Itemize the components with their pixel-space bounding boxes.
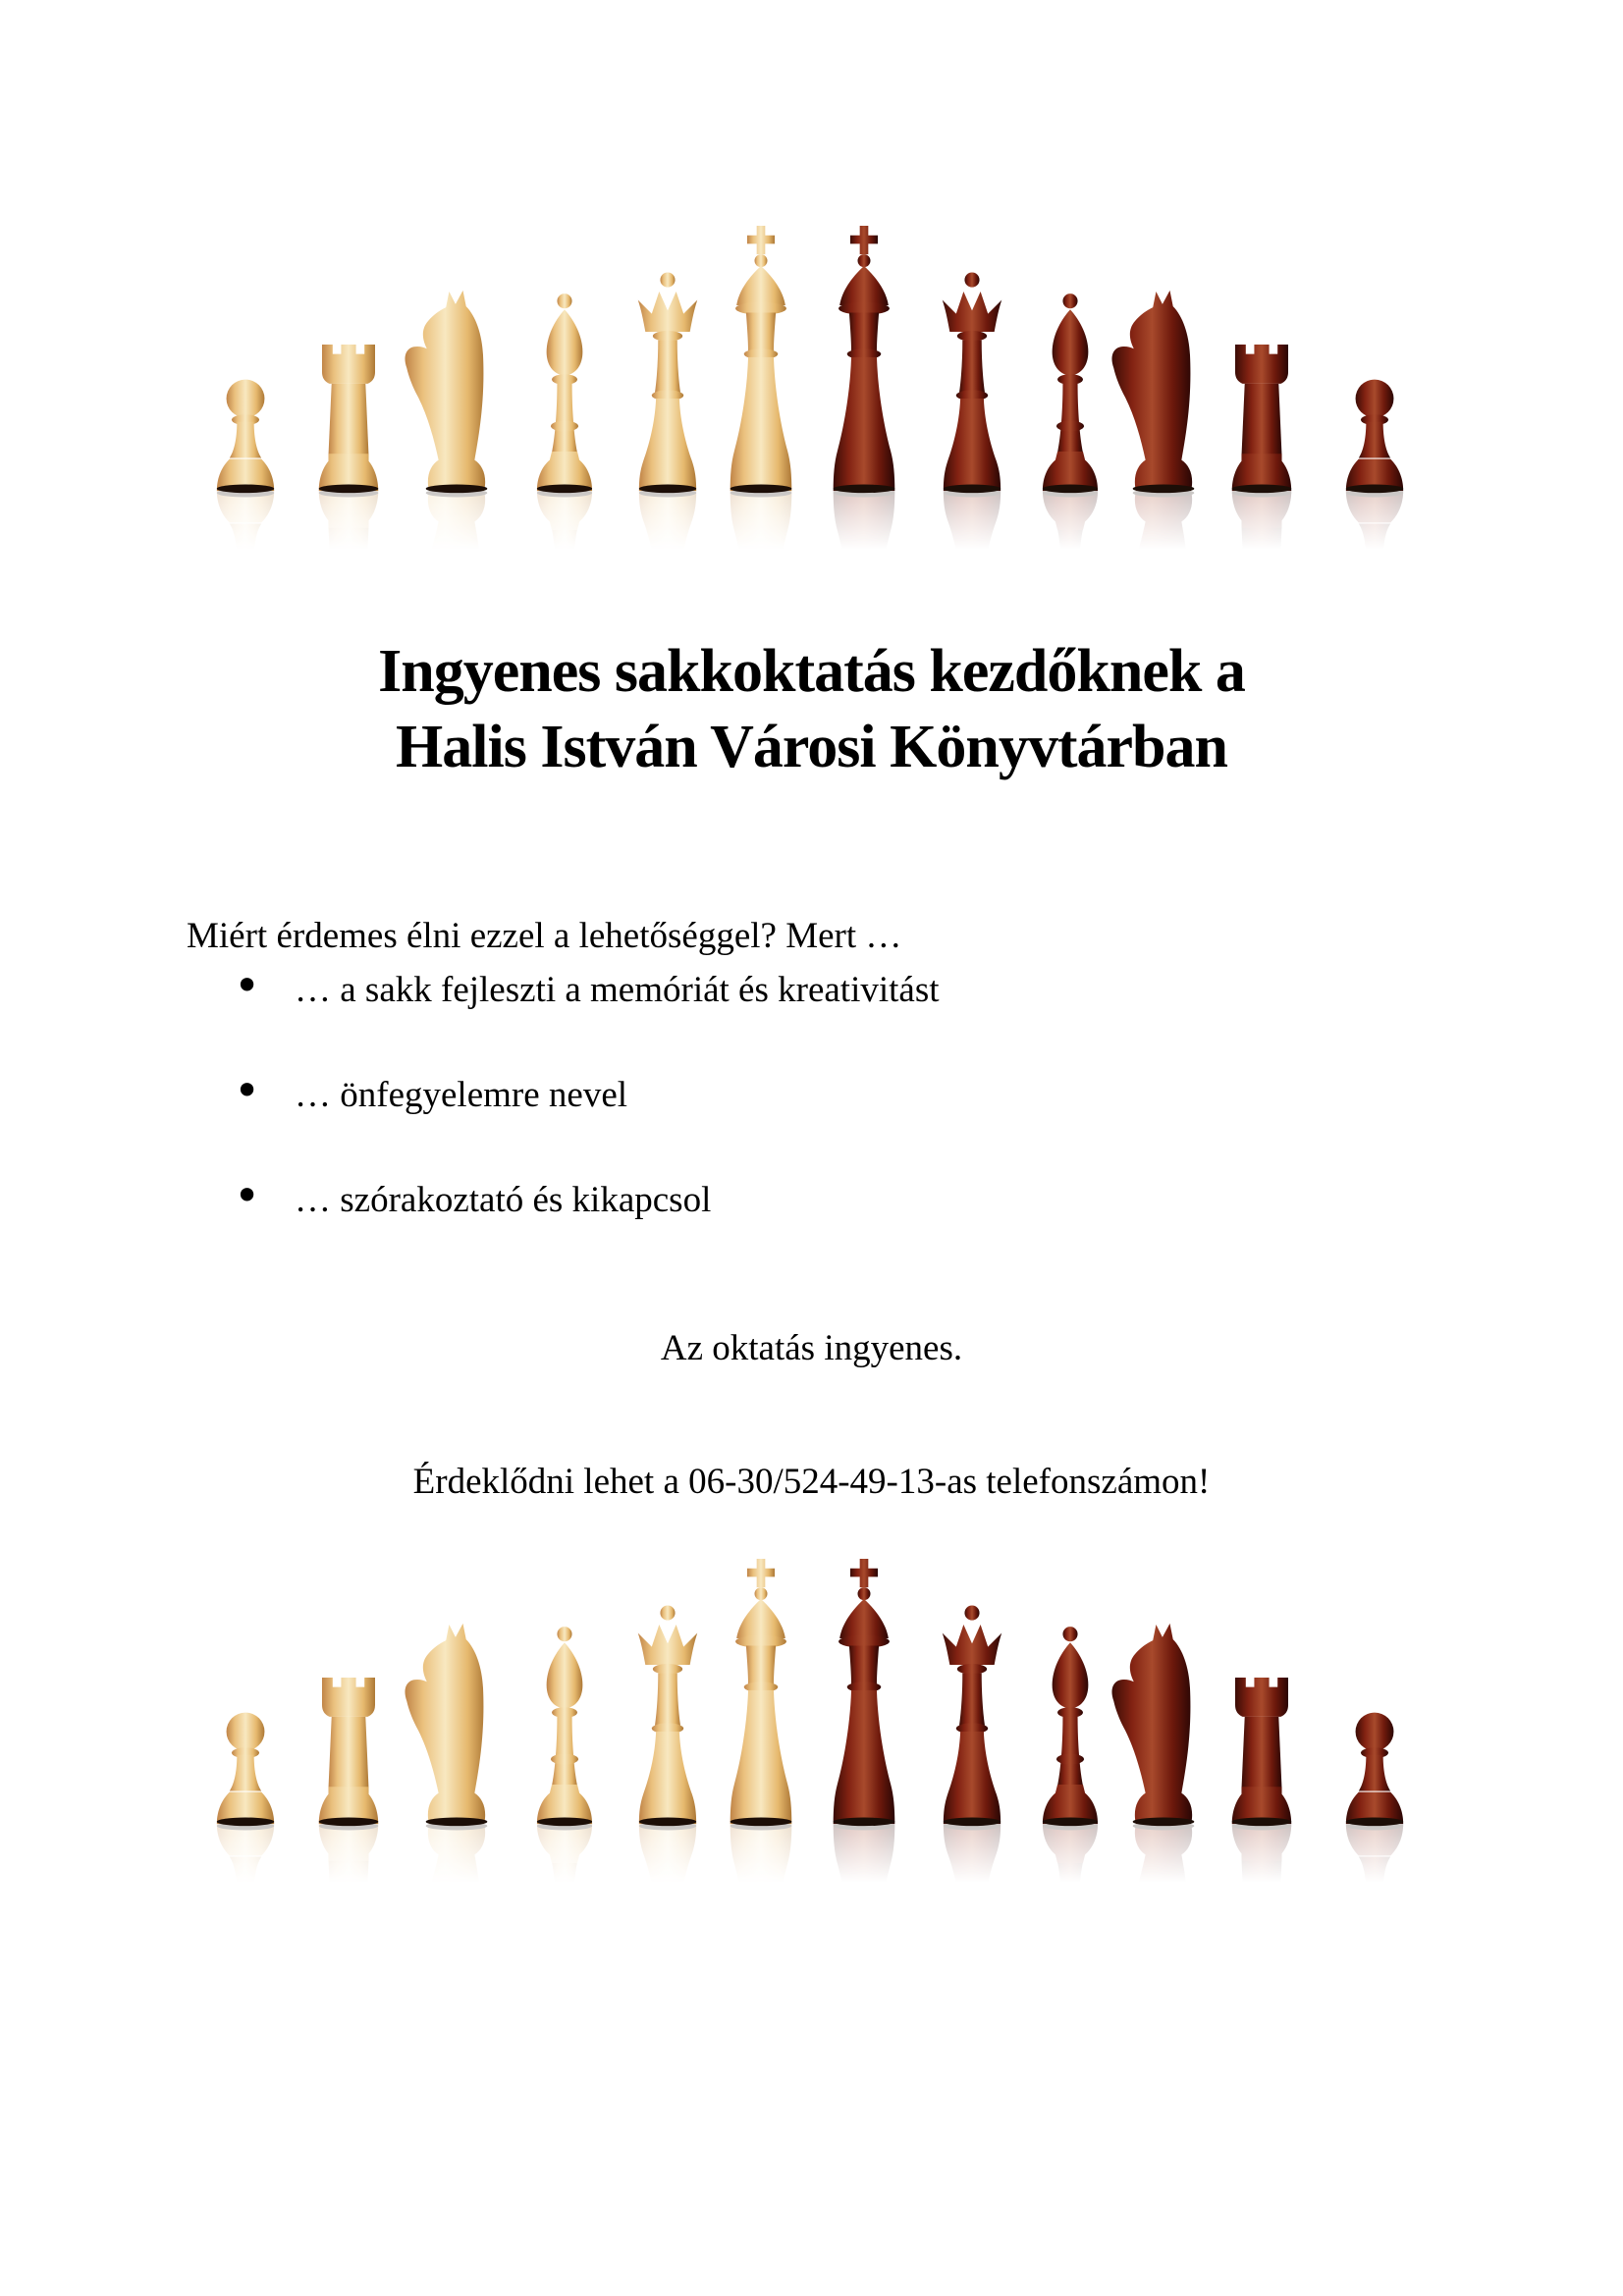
title-line-2: Halis István Városi Könyvtárban xyxy=(396,713,1227,780)
list-item xyxy=(234,1064,940,1117)
bullet-icon: • xyxy=(234,959,261,1012)
intro-paragraph: Miért érdemes élni ezzel a lehetőséggel? Mert … xyxy=(187,916,902,956)
chess-pieces-photo-bottom xyxy=(137,1529,1443,1883)
chess-pieces-reflection xyxy=(217,1822,1403,1883)
list-item xyxy=(234,1169,940,1222)
bullet-icon: • xyxy=(234,1064,261,1117)
list-item-text: … szórakoztató és kikapcsol xyxy=(295,1180,712,1220)
title-line-1: Ingyenes sakkoktatás kezdőknek a xyxy=(378,637,1245,705)
bullet-icon: • xyxy=(234,1169,261,1222)
chess-pieces-reflection xyxy=(217,489,1403,550)
list-item-text: … önfegyelemre nevel xyxy=(295,1075,628,1115)
contact-line: Érdeklődni lehet a 06-30/524-49-13-as telefonszámon! xyxy=(412,1462,1211,1502)
benefits-list xyxy=(234,959,940,1285)
free-note: Az oktatás ingyenes. xyxy=(660,1328,963,1368)
list-item xyxy=(234,959,940,1012)
page-title xyxy=(0,634,1623,785)
list-item-text: … a sakk fejleszti a memóriát és kreativitást xyxy=(295,970,940,1010)
chess-pieces-photo-top xyxy=(137,196,1443,550)
